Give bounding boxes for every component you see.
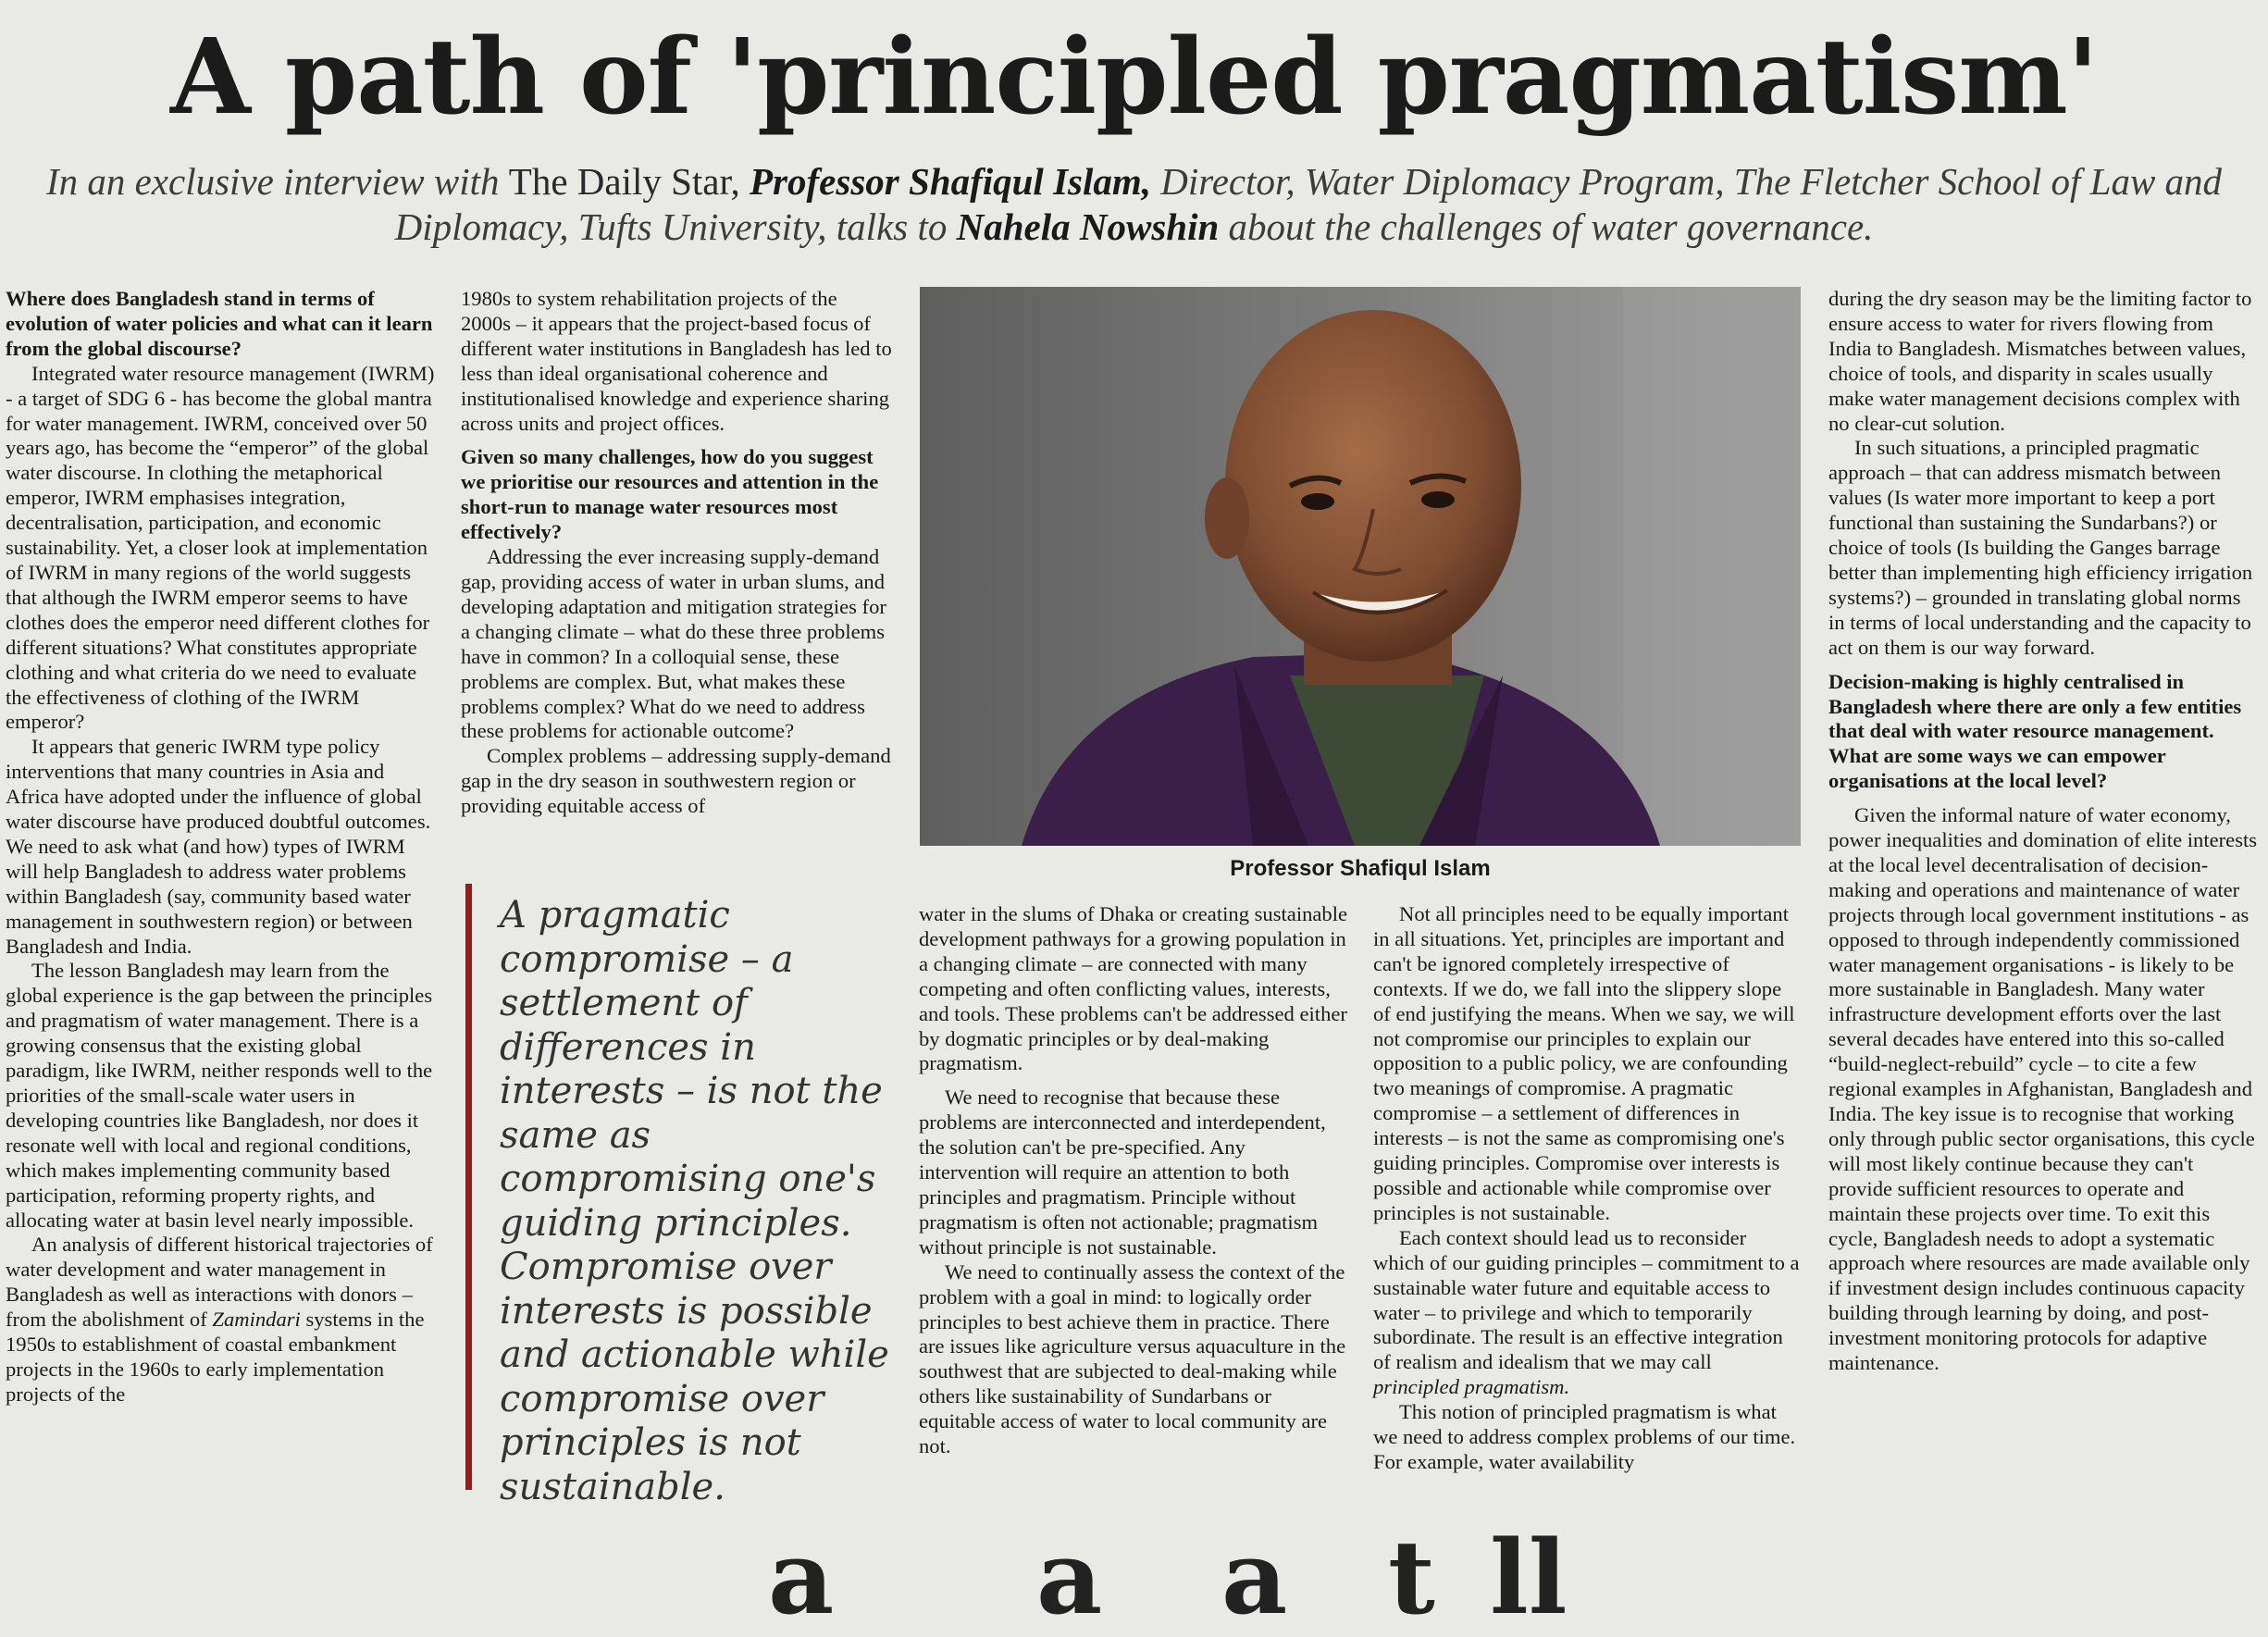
answer-paragraph: water in the slums of Dhaka or creating sustainable development pathways for a growing population in a changing climate – are connected with many competing and often conflicting values, interests, and tools. These problems can't be addressed either by dogmatic principles or by deal-making pragmatism. [919, 902, 1348, 1075]
standfirst-interviewer: Nahela Nowshin [956, 205, 1220, 248]
column-5 [1828, 287, 2260, 1376]
answer-paragraph: Not all principles need to be equally important in all situations. Yet, principles are important and can't be ignored completely irrespective of contexts. If we do, we fall into the slippery slope of end justifying the means. When we say, we will not compromise our principles to explain our opposition to a public policy, we are confounding two meanings of compromise. A pragmatic compromise – a settlement of differences in interests – is not the same as compromising one's guiding principles. Compromise over interests is possible and actionable while compromise over principles is not sustainable. [1373, 902, 1795, 1224]
standfirst-role: Director, Water Diplomacy Program, The Fletcher School of Law and Diplomacy, Tufts University, talks to [394, 160, 2223, 248]
question-1: Where does Bangladesh stand in terms of evolution of water policies and what can it learn from the global discourse? [6, 287, 433, 360]
paragraph-text: systems in the 1950s to establishment of coastal embankment projects in the 1960s to early implementation projects of the [6, 1308, 425, 1406]
answer-paragraph: We need to continually assess the context of the problem with a goal in mind: to logically order principles to best achieve them in practice. There are issues like agriculture versus aquaculture in the southwest that are subjected to deal-making while others like sustainability of Sundarbans or equitable access of water to local community are not. [919, 1259, 1346, 1458]
italic-term: Zamindari [212, 1308, 301, 1332]
standfirst-topic: about the challenges of water governance. [1228, 205, 1874, 248]
paragraph-text: An analysis of different historical trajectories of water development and water management in Bangladesh as well as interactions with donors – from the abolishment of [6, 1233, 433, 1332]
answer-paragraph: Given the informal nature of water economy, power inequalities and domination of elite interests at the local level decentralisation of decision-making and operations and maintenance of water projects through local government institutions - as opposed to through independently commissioned water management organisations - is likely to be more sustainable in Bangladesh. Many water infrastructure development efforts over the last several decades have entered into this so-called “build-neglect-rebuild” cycle – to cite a few regional examples in Afghanistan, Bangladesh and India. The key issue is to recognise that working only through public sector organisations, this cycle will most likely continue because they can't provide sufficient resources to operate and maintain these projects over time. To exit this cycle, Bangladesh needs to adopt a systematic approach where resources are made available only if investment design includes continuous capacity building through learning by doing, and post-investment monitoring protocols for adaptive maintenance. [1828, 803, 2258, 1375]
paragraph-text: Each context should lead us to reconsider which of our guiding principles – commitment to a sustainable water future and equitable access to water – to privilege and which to temporarily subordinate. The result is an effective integration of realism and idealism that we may call [1373, 1225, 1800, 1374]
answer-paragraph [6, 1233, 437, 1407]
answer-paragraph: 1980s to system rehabilitation projects of the 2000s – it appears that the project-based focus of different water institutions in Bangladesh has led to less than ideal organisational coherence and institutionalised knowledge and experience sharing across units and project offices. [461, 287, 892, 435]
next-headline-cut: a a a t ll [768, 1518, 1568, 1637]
answer-paragraph: Integrated water resource management (IWRM) - a target of SDG 6 - has become the global mantra for water management. IWRM, conceived over 50 years ago, has become the “emperor” of the global water discourse. In clothing the metaphorical emperor, IWRM emphasises integration, decentralisation, participation, and economic sustainability. Yet, a closer look at implementation of IWRM in many regions of the world suggests that although the IWRM emperor seems to have clothes does the emperor need different clothes for different situations? What constitutes appropriate clothing and what criteria do we need to evaluate the effectiveness of clothing of the IWRM emperor? [6, 361, 435, 734]
standfirst-person: Professor Shafiqul Islam, [750, 160, 1152, 203]
portrait-photo [920, 287, 1801, 846]
answer-paragraph: The lesson Bangladesh may learn from the global experience is the gap between the principles and pragmatism of water management. There is a growing consensus that the existing global paradigm, like IWRM, neither responds well to the priorities of the small-scale water users in developing countries like Bangladesh, nor does it resonate well with local and regional conditions, which makes implementing community based participation, reforming property rights, and allocating water at basin level nearly impossible. [6, 959, 433, 1232]
column-2 [461, 287, 892, 819]
answer-paragraph [1373, 1226, 1803, 1400]
portrait-illustration [920, 287, 1801, 846]
column-4 [1373, 902, 1803, 1475]
answer-paragraph: In such situations, a principled pragmatic approach – that can address mismatch between values (Is water more important to keep a port functional than sustaining the Sundarbans?) or choice of tools (Is building the Ganges barrage better than implementing high efficiency irrigation systems?) – grounded in translating global norms in terms of local understanding and the capacity to act on them is our way forward. [1828, 436, 2253, 659]
question-2: Given so many challenges, how do you suggest we prioritise our resources and attention in the short-run to manage water resources most effectively? [461, 445, 879, 544]
column-3 [919, 902, 1348, 1459]
standfirst [9, 159, 2259, 250]
answer-paragraph: Complex problems – addressing supply-demand gap in the dry season in southwestern region or providing equitable access of [461, 744, 891, 818]
answer-paragraph: during the dry season may be the limiting factor to ensure access to water for rivers flowing from India to Bangladesh. Mismatches between values, choice of tools, and disparity in scales usually make water management decisions complex with no clear-cut solution. [1828, 287, 2252, 435]
answer-paragraph: It appears that generic IWRM type policy interventions that many countries in Asia and Africa have adopted under the influence of global water discourse have produced doubtful outcomes. We need to ask what (and how) types of IWRM will help Bangladesh to address water problems within Bangladesh (say, community based water management in southwestern region) or between Bangladesh and India. [6, 735, 431, 958]
answer-paragraph: Addressing the ever increasing supply-demand gap, providing access of water in urban slums, and developing adaptation and mitigation strategies for a changing climate – what do these three problems have in common? In a colloquial sense, these problems are complex. But, what makes these problems complex? What do we need to address these problems for actionable outcome? [461, 545, 886, 743]
answer-paragraph: We need to recognise that because these problems are interconnected and interdependent, the solution can't be pre-specified. Any intervention will require an attention to both principles and pragmatism. Principle without pragmatism is often not actionable; pragmatism without principle is not sustainable. [919, 1085, 1326, 1259]
pull-quote: A pragmatic compromise – a settlement of differences in interests – is not the same as compromising one's guiding principles. Compromise over interests is possible and actionable while compromise over principles is not sustainable. [500, 894, 889, 1508]
headline: A path of 'principled pragmatism' [170, 17, 2098, 138]
question-3: Decision-making is highly centralised in Bangladesh where there are only a few entities that deal with water resource management. What are some ways we can empower organisations at the local level? [1828, 669, 2242, 793]
italic-term: principled pragmatism. [1373, 1375, 1570, 1399]
standfirst-paper: The Daily Star, [508, 160, 740, 203]
pull-quote-rule [465, 884, 472, 1490]
photo-caption: Professor Shafiqul Islam [1230, 856, 1491, 881]
column-1 [6, 287, 437, 1408]
answer-paragraph: This notion of principled pragmatism is what we need to address complex problems of our time. For example, water availability [1373, 1400, 1796, 1473]
standfirst-lead: In an exclusive interview with [45, 160, 500, 203]
